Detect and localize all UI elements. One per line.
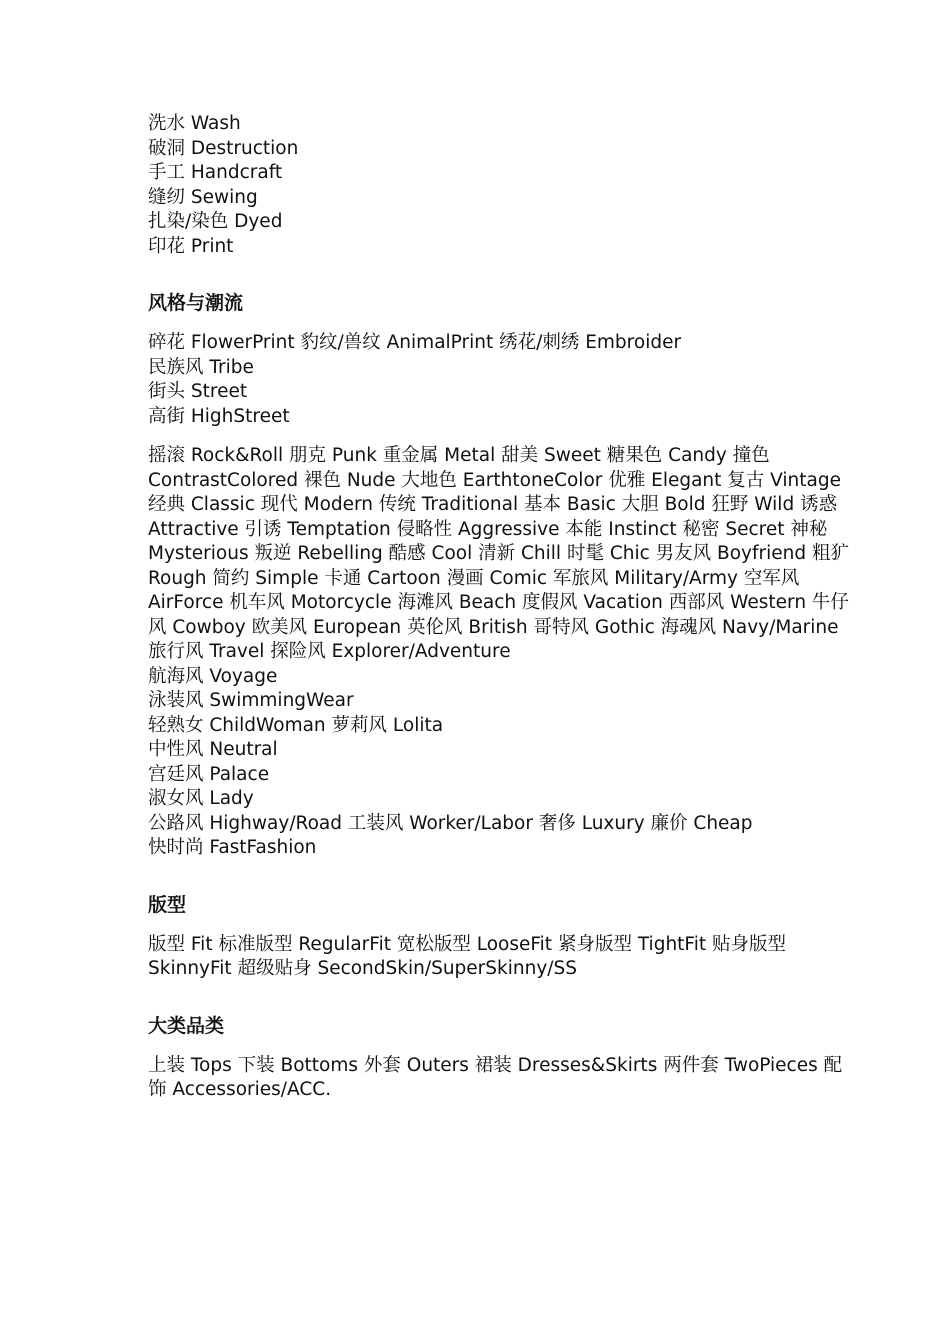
list-item: 缝纫 Sewing: [148, 186, 258, 208]
list-item: 洗水 Wash: [148, 113, 241, 134]
fit-paragraph: [148, 933, 848, 982]
style-list-2: [148, 640, 848, 861]
style-paragraph: [148, 444, 848, 640]
paragraph-line: Attractive 引诱 Temptation 侵略性 Aggressive 本能 Instinct 秘密 Secret 神秘: [148, 518, 828, 540]
section-heading-style: 风格与潮流: [148, 292, 244, 314]
paragraph-line: 版型 Fit 标准版型 RegularFit 宽松版型 LooseFit 紧身版型 TightFit 贴身版型: [148, 933, 786, 955]
list-item: 中性风 Neutral: [148, 739, 278, 760]
paragraph-line: 风 Cowboy 欧美风 European 英伦风 British 哥特风 Gothic 海魂风 Navy/Marine: [148, 616, 839, 638]
section-heading-category: 大类品类: [148, 1014, 225, 1037]
paragraph-line: ContrastColored 裸色 Nude 大地色 EarthtoneColor 优雅 Elegant 复古 Vintage: [148, 469, 841, 491]
paragraph-line: 摇滚 Rock&Roll 朋克 Punk 重金属 Metal 甜美 Sweet 糖果色 Candy 撞色: [148, 445, 770, 466]
paragraph-line: Mysterious 叛逆 Rebelling 酷感 Cool 清新 Chill 时髦 Chic 男友风 Boyfriend 粗犷: [148, 543, 849, 564]
list-item: 泳装风 SwimmingWear: [148, 690, 354, 711]
paragraph-line: Rough 简约 Simple 卡通 Cartoon 漫画 Comic 军旅风 Military/Army 空军风: [148, 567, 800, 589]
list-item: 印花 Print: [148, 235, 234, 257]
list-item: 轻熟女 ChildWoman 萝莉风 Lolita: [148, 714, 444, 736]
list-item: 航海风 Voyage: [148, 665, 278, 687]
list-item: 快时尚 FastFashion: [148, 837, 317, 858]
list-item: 公路风 Highway/Road 工装风 Worker/Labor 奢侈 Luxury 廉价 Cheap: [148, 812, 753, 834]
paragraph-line: 经典 Classic 现代 Modern 传统 Traditional 基本 Basic 大胆 Bold 狂野 Wild 诱惑: [148, 494, 838, 515]
paragraph-line: 饰 Accessories/ACC.: [148, 1079, 332, 1100]
list-item: 手工 Handcraft: [148, 162, 283, 183]
paragraph-line: AirForce 机车风 Motorcycle 海滩风 Beach 度假风 Vacation 西部风 Western 牛仔: [148, 592, 849, 613]
list-item: 扎染/染色 Dyed: [148, 211, 283, 232]
list-item: 宫廷风 Palace: [148, 763, 270, 785]
style-list-1: [148, 331, 848, 429]
list-item: 高街 HighStreet: [148, 405, 290, 427]
category-paragraph: [148, 1054, 848, 1103]
paragraph-line: SkinnyFit 超级贴身 SecondSkin/SuperSkinny/SS: [148, 958, 577, 979]
list-item: 街头 Street: [148, 381, 248, 402]
craft-list: [148, 112, 848, 259]
paragraph-line: 上装 Tops 下装 Bottoms 外套 Outers 裙装 Dresses&Skirts 两件套 TwoPieces 配: [148, 1054, 843, 1076]
document-page: [148, 112, 848, 1103]
list-item: 旅行风 Travel 探险风 Explorer/Adventure: [148, 641, 511, 662]
list-item: 破洞 Destruction: [148, 137, 299, 159]
list-item: 民族风 Tribe: [148, 356, 254, 378]
list-item: 碎花 FlowerPrint 豹纹/兽纹 AnimalPrint 绣花/刺绣 Embroider: [148, 332, 682, 353]
section-heading-fit: 版型: [148, 893, 187, 916]
list-item: 淑女风 Lady: [148, 788, 254, 809]
